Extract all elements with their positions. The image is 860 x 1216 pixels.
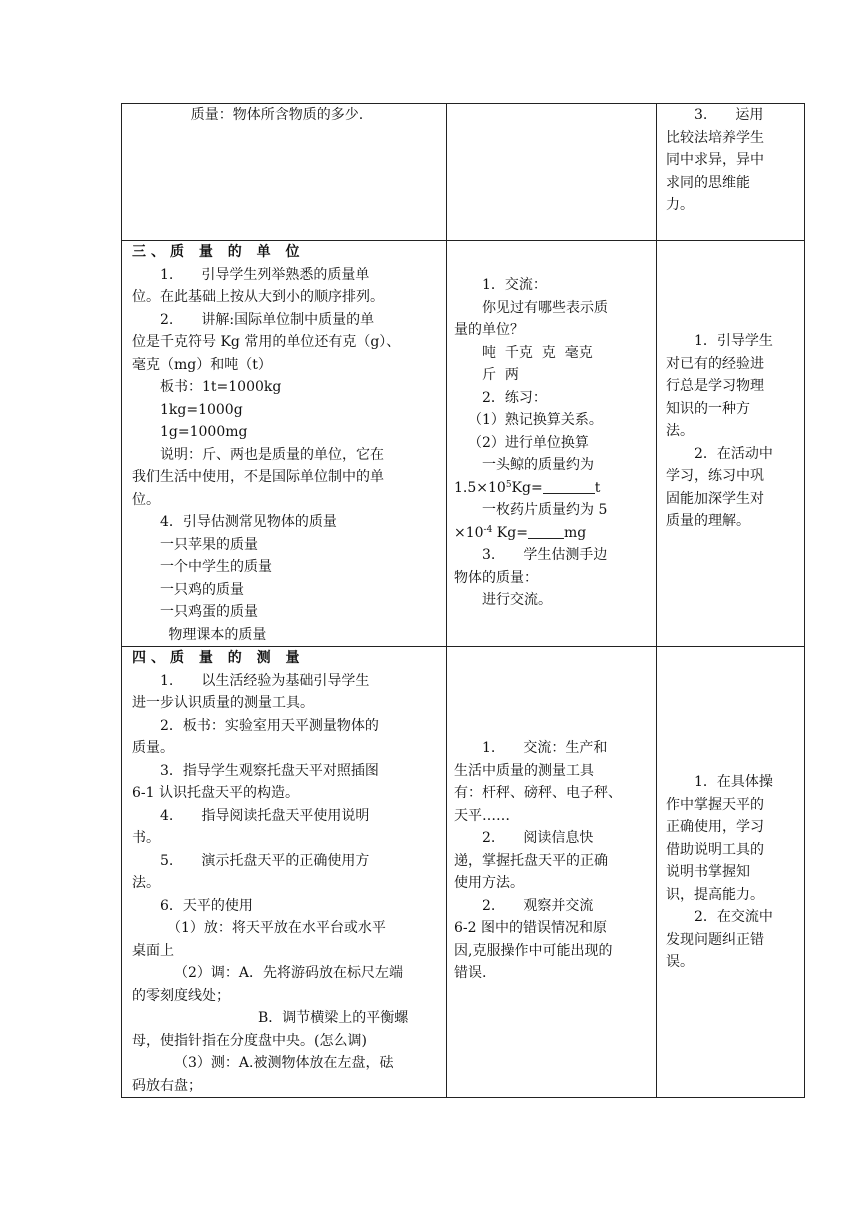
text-line: 1. 引导学生列举熟悉的质量单 — [160, 266, 370, 283]
text-line: 我们生活中使用，不是国际单位制中的单 — [132, 469, 384, 485]
text-line: 一只鸡蛋的质量 — [160, 604, 258, 620]
text-line: 吨 千克 克 毫克 — [482, 344, 593, 361]
text-line: 书。 — [132, 830, 160, 846]
text-line: 位是千克符号 Kg 常用的单位还有克（g）、 — [132, 334, 401, 350]
intent-line: 发现问题纠正错 — [666, 931, 764, 948]
intent-line: 1．在具体操 — [694, 774, 773, 790]
text-line: 2. 观察并交流 — [482, 897, 594, 914]
table-row-mass-measurement — [122, 647, 805, 1098]
intent-line: 行总是学习物理 — [666, 378, 764, 394]
text-line: 一头鲸的质量约为 — [482, 457, 594, 473]
intent-line: 识，提高能力。 — [666, 886, 764, 903]
design-intent-cell — [657, 104, 805, 241]
section-heading: 四、质 量 的 测 量 — [132, 650, 305, 666]
student-activity-cell — [447, 104, 657, 241]
table-row-mass-units — [122, 241, 805, 647]
text-line: 1kg=1000g — [160, 401, 243, 418]
intent-line: 说明书掌握知 — [666, 864, 750, 880]
text-line: 4．引导估测常见物体的质量 — [160, 514, 337, 530]
intent-line: 力。 — [666, 197, 694, 213]
intent-line: 法。 — [666, 423, 694, 439]
text-line: 5. 演示托盘天平的正确使用方 — [160, 852, 370, 869]
table-row-mass-definition — [122, 104, 805, 241]
intent-line: 质量的理解。 — [666, 513, 750, 529]
text-line: 因,克服操作中可能出现的 — [454, 942, 613, 959]
student-activity-cell — [447, 647, 657, 1098]
text-line: 一只鸡的质量 — [160, 581, 244, 598]
intent-line: 正确使用，学习 — [666, 819, 764, 835]
text-line: 递，掌握托盘天平的正确 — [454, 852, 608, 869]
text-line: 使用方法。 — [454, 875, 524, 891]
text-line: 法。 — [132, 875, 160, 891]
text-line: 6-1 认识托盘天平的构造。 — [132, 785, 299, 801]
text-line: 1. 以生活经验为基础引导学生 — [160, 672, 370, 689]
intent-line: 3. 运用 — [694, 107, 764, 123]
design-intent-cell — [657, 647, 805, 1098]
teacher-activity-cell — [122, 647, 447, 1098]
lesson-plan-table — [121, 103, 805, 1098]
text-line: 的零刻度线处； — [132, 987, 230, 1004]
teacher-activity-cell — [122, 104, 447, 241]
text-line: 桌面上 — [132, 942, 174, 959]
text-line: 1．交流： — [482, 277, 547, 293]
intent-line: 对已有的经验进 — [666, 355, 764, 372]
text-line: 一只苹果的质量 — [160, 536, 258, 553]
text-line: 物体的质量： — [454, 569, 538, 586]
text-line: 生活中质量的测量工具 — [454, 762, 594, 779]
intent-line: 知识的一种方 — [666, 400, 750, 417]
conversion-equation-2: $\times 10^{-4}$ Kg= mg — [454, 524, 587, 541]
text-line: 2. 讲解:国际单位制中质量的单 — [160, 311, 375, 328]
intent-line: 固能加深学生对 — [666, 490, 764, 507]
text-line: 板书：1t=1000kg — [160, 379, 282, 395]
text-line: 斤 两 — [482, 367, 519, 383]
text-line: （3）测：A.被测物体放在左盘，砝 — [174, 1055, 394, 1071]
text-line: 2．板书：实验室用天平测量物体的 — [160, 717, 379, 734]
text-line: 毫克（mg）和吨（t） — [132, 356, 272, 373]
text-line: 一枚药片质量约为 5 — [482, 502, 608, 518]
text-line: 母，使指针指在分度盘中央。(怎么调) — [132, 1032, 367, 1049]
answer-blank[interactable] — [543, 479, 595, 494]
text-line: 1. 交流：生产和 — [482, 740, 608, 756]
intent-line: 求同的思维能 — [666, 174, 750, 191]
mass-definition-text: 质量：物体所含物质的多少. — [190, 107, 364, 123]
text-line: 6．天平的使用 — [160, 897, 253, 914]
intent-line: 误。 — [666, 954, 694, 970]
intent-line: 同中求异，异中 — [666, 152, 764, 168]
text-line: 物理课本的质量 — [168, 626, 267, 643]
text-line: 你见过有哪些表示质 — [482, 299, 608, 316]
text-line: 一个中学生的质量 — [160, 559, 272, 575]
conversion-equation-1: $1.5\times 10^5Kg= t$ — [454, 479, 601, 496]
intent-line: 2．在活动中 — [694, 445, 773, 462]
text-line: 6-2 图中的错误情况和原 — [454, 920, 607, 936]
intent-line: 借助说明工具的 — [666, 841, 764, 858]
text-line: 码放右盘； — [132, 1077, 202, 1094]
text-line: 位。在此基础上按从大到小的顺序排列。 — [132, 289, 384, 305]
text-line: 位。 — [132, 491, 160, 508]
text-line: 进一步认识质量的测量工具。 — [132, 695, 314, 711]
text-line: （2）进行单位换算 — [468, 434, 589, 451]
text-line: （2）调：A．先将游码放在标尺左端 — [174, 965, 404, 981]
text-line: 4. 指导阅读托盘天平使用说明 — [160, 807, 370, 824]
text-line: 量的单位？ — [454, 322, 524, 338]
text-line: 2. 阅读信息快 — [482, 830, 594, 846]
text-line: 错误. — [454, 965, 487, 981]
intent-line: 学习，练习中巩 — [666, 468, 764, 484]
text-line: B．调节横梁上的平衡螺 — [258, 1010, 409, 1026]
text-line: （1）熟记换算关系。 — [468, 412, 603, 428]
text-line: 进行交流。 — [482, 592, 552, 608]
intent-line: 作中掌握天平的 — [666, 796, 764, 813]
text-line: （1）放：将天平放在水平台或水平 — [167, 920, 386, 936]
text-line: 质量。 — [132, 740, 174, 756]
teacher-activity-cell — [122, 241, 447, 647]
student-activity-cell — [447, 241, 657, 647]
intent-line: 1．引导学生 — [694, 333, 773, 349]
intent-line: 2．在交流中 — [694, 909, 773, 925]
text-line: 3. 学生估测手边 — [482, 547, 608, 563]
text-line: 2．练习： — [482, 389, 547, 406]
intent-line: 比较法培养学生 — [666, 129, 764, 146]
text-line: 有：杆秤、磅秤、电子秤、 — [454, 785, 622, 801]
text-line: 天平…… — [454, 807, 510, 824]
answer-blank[interactable] — [528, 524, 564, 539]
text-line: 3．指导学生观察托盘天平对照插图 — [160, 762, 379, 779]
design-intent-cell — [657, 241, 805, 647]
text-line: 1g=1000mg — [160, 424, 248, 440]
section-heading: 三、质 量 的 单 位 — [132, 244, 305, 260]
text-line: 说明：斤、两也是质量的单位，它在 — [160, 446, 384, 463]
